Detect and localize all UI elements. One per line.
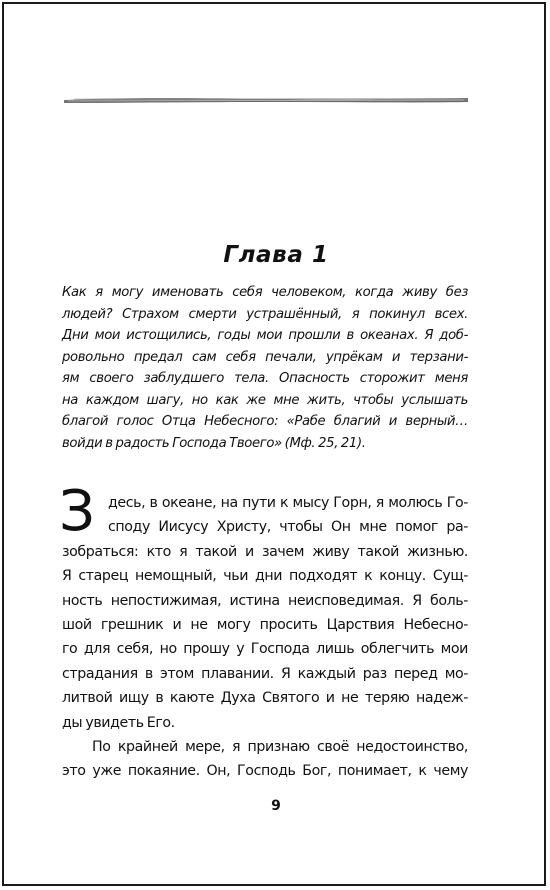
body-line: зобраться: кто я такой и зачем живу такой жизнью. [62, 543, 468, 560]
body-line: страдания в этом плавании. Я каждый раз перед мо- [62, 665, 468, 682]
epigraph-line: Дни мои истощились, годы мои прошли в океанах. Я доб- [62, 328, 468, 343]
drop-cap: З [59, 479, 95, 544]
epigraph-line: людей? Страхом смерти устрашённый, я покинул всех. [62, 306, 468, 322]
epigraph-line: на каждом шагу, но как же мне жить, чтобы услышать [62, 392, 468, 408]
epigraph-line: благой голос Отца Небесного: «Рабе благий и верный… [62, 414, 468, 429]
body-line: это уже покаяние. Он, Господь Бог, понимает, к чему [62, 763, 468, 780]
chapter-title: Глава 1 [223, 242, 329, 268]
body-line: ды увидеть Его. [62, 714, 175, 731]
epigraph [62, 282, 468, 454]
body-line: литвой ищу в каюте Духа Святого и не теряю надеж- [62, 690, 468, 707]
book-page [2, 2, 546, 886]
epigraph-line: войди в радость Господа Твоего» (Мф. 25, 21). [62, 435, 366, 451]
epigraph-line: ям своего заблудшего тела. Опасность сторожит меня [62, 371, 468, 386]
body-line: го для себя, но прошу у Господа лишь облегчить мои [62, 641, 468, 658]
epigraph-line: Как я могу именовать себя человеком, когда живу без [62, 285, 468, 300]
body-line: шой грешник и не могу просить Царствия Небесно- [62, 616, 468, 633]
body-line: десь, в океане, на пути к мысу Горн, я молюсь Го- [108, 495, 468, 511]
body-line: Я старец немощный, чьи дни подходят к концу. Сущ- [62, 568, 468, 585]
decorative-rule [64, 92, 468, 108]
epigraph-line: ровольно предал сам себя печали, упрёкам и терзани- [62, 349, 468, 365]
body-line: сподy Иисусу Христу, чтобы Он мне помог ра- [108, 519, 468, 536]
body-text [62, 491, 468, 784]
body-line: ность непостижимая, истина неисповедимая. Я боль- [62, 592, 468, 609]
body-line: По крайней мере, я признаю своё недостоинство, [92, 738, 468, 755]
page-number: 9 [271, 798, 281, 814]
